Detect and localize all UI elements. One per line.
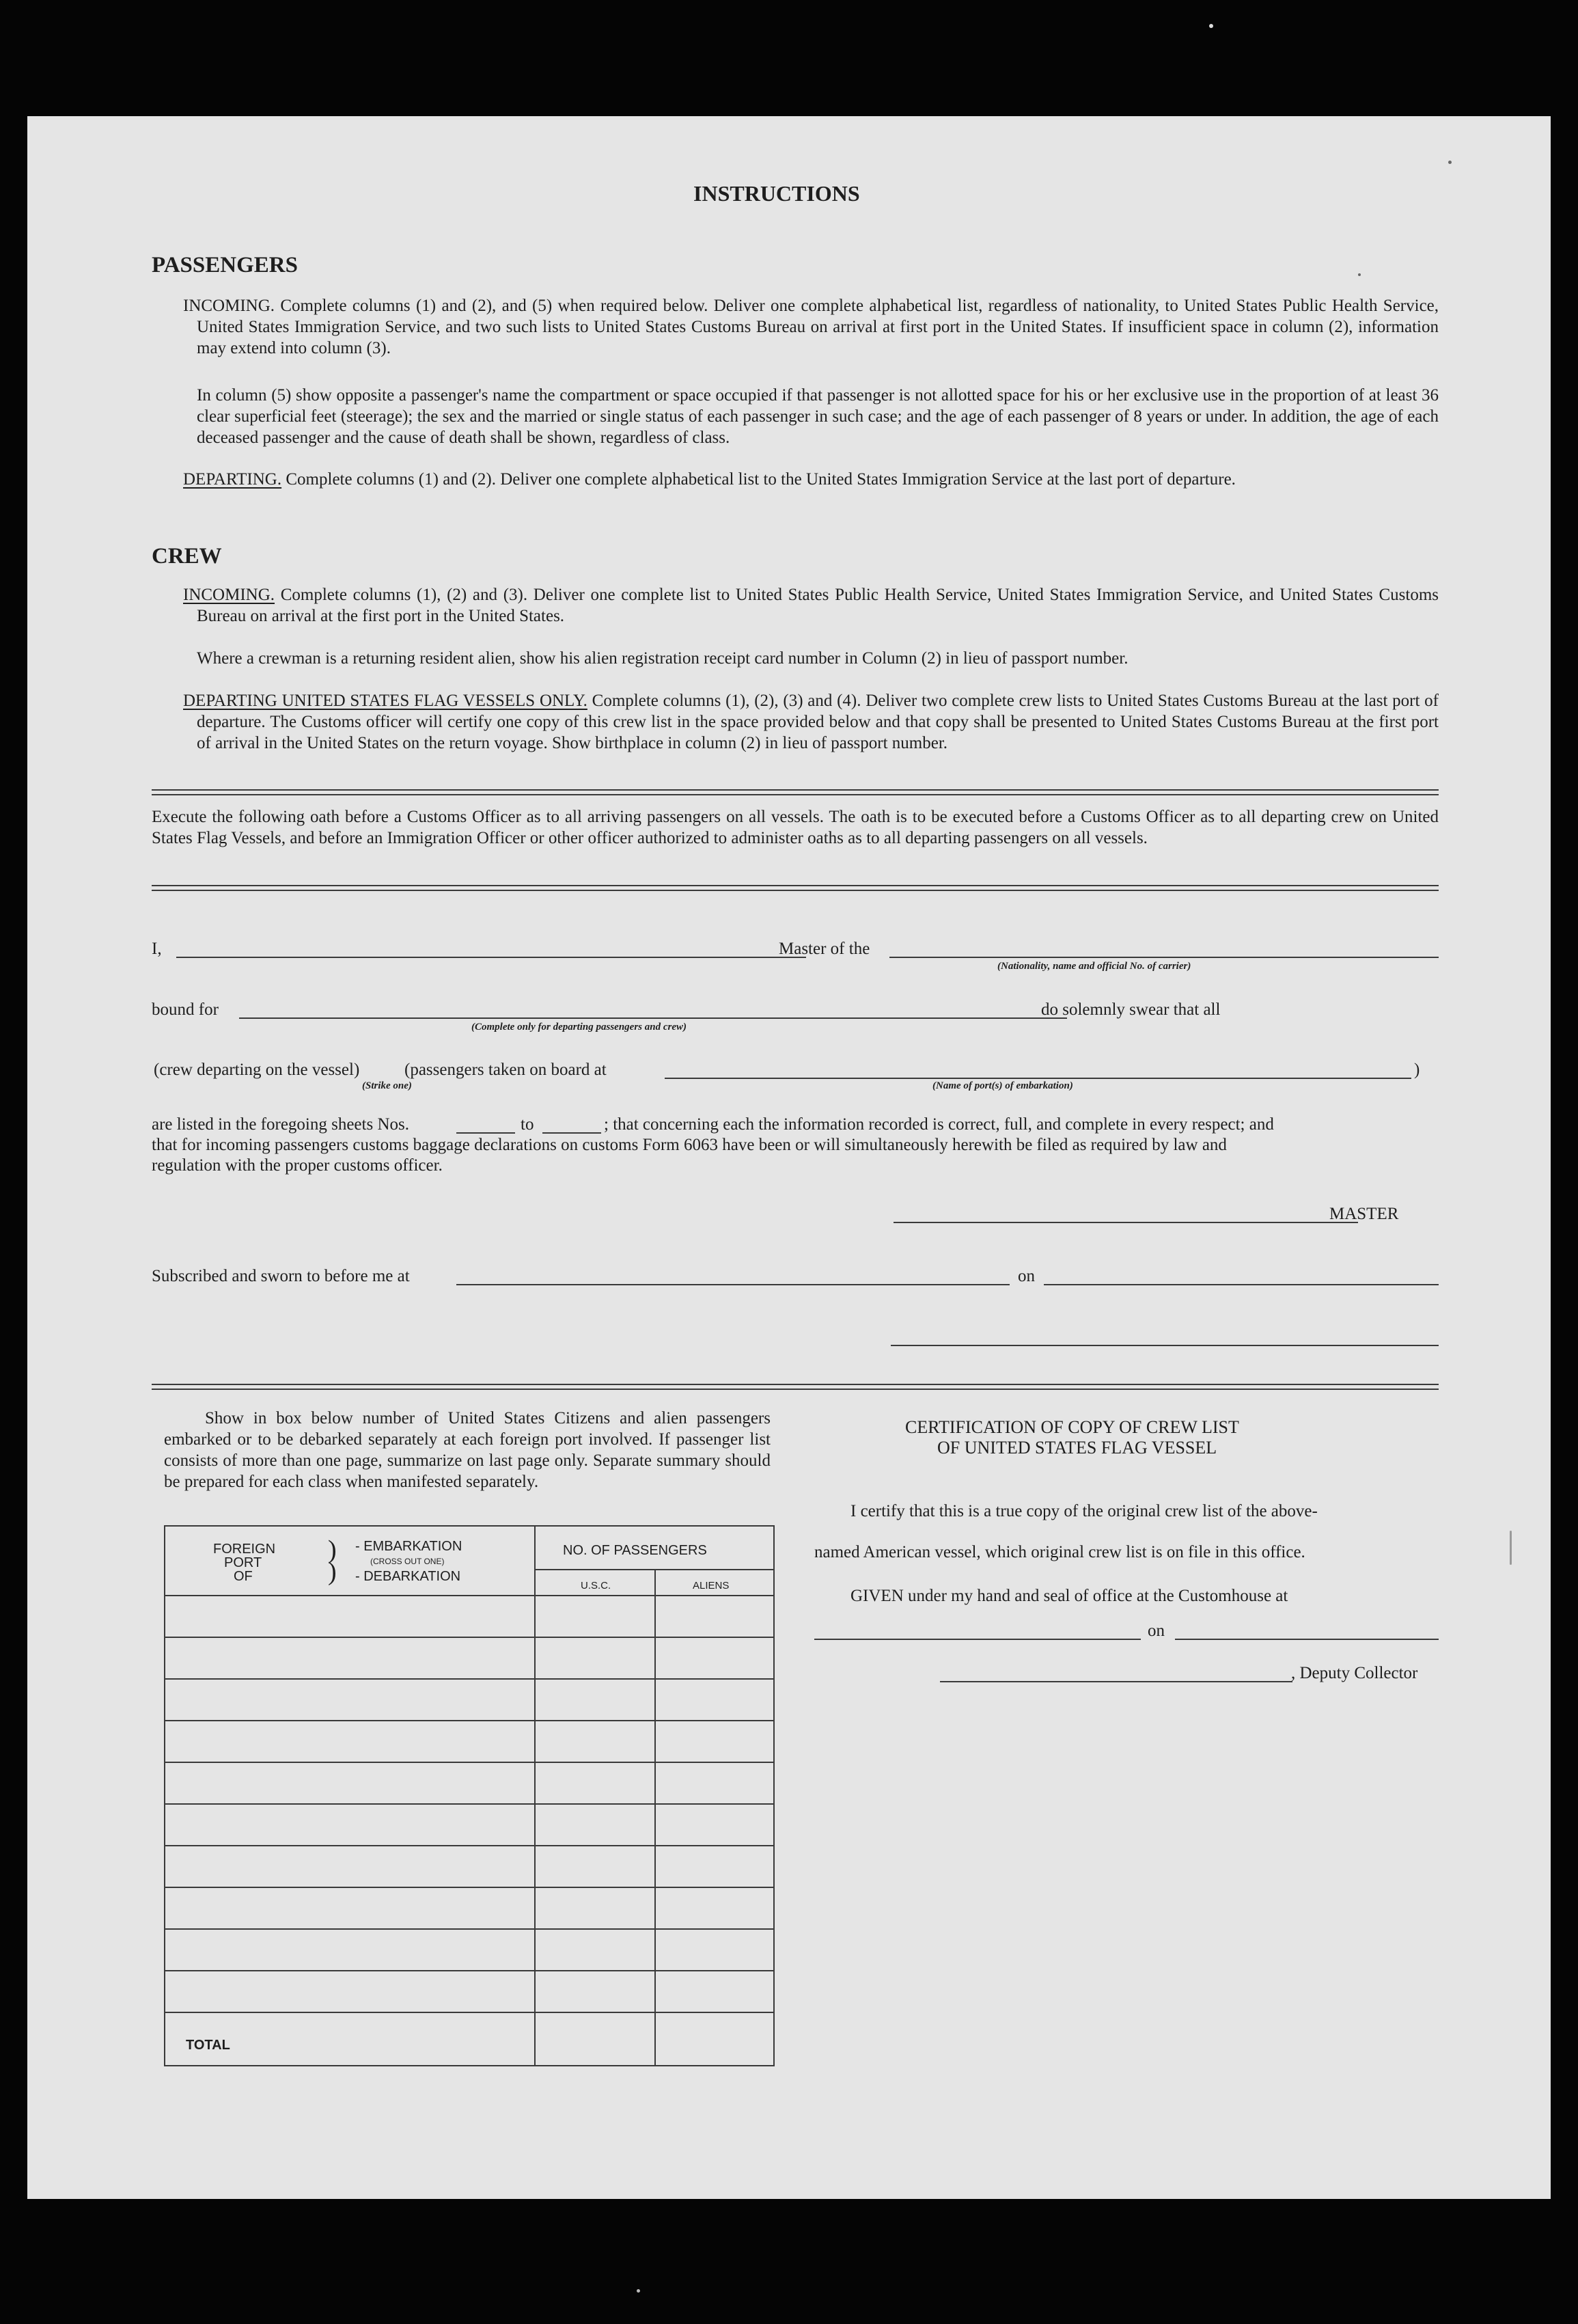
certification-date-field[interactable] <box>1175 1639 1439 1640</box>
customhouse-field[interactable] <box>814 1639 1141 1640</box>
table-divider <box>165 1595 773 1596</box>
table-row[interactable] <box>165 1803 773 1805</box>
listed-sheets-prefix: are listed in the foregoing sheets Nos. <box>152 1115 409 1134</box>
table-row[interactable] <box>165 1762 773 1763</box>
embarkation-ports-field[interactable] <box>665 1078 1411 1079</box>
passengers-departing-text: Complete columns (1) and (2). Deliver one complete alphabetical list to the United States Immigration Service at the last port of departure. <box>286 470 1236 489</box>
deputy-collector-label: , Deputy Collector <box>1291 1664 1418 1682</box>
master-label: MASTER <box>1329 1205 1399 1223</box>
subscribed-place-field[interactable] <box>456 1284 1010 1285</box>
table-divider <box>654 1569 656 2065</box>
subscribed-date-field[interactable] <box>1044 1284 1439 1285</box>
passengers-incoming-label: INCOMING. <box>183 297 275 315</box>
table-row[interactable] <box>165 1970 773 1971</box>
sheet-from-field[interactable] <box>456 1132 515 1134</box>
scan-speck <box>1209 24 1213 28</box>
passengers-incoming-paragraph <box>183 295 1439 359</box>
total-label: TOTAL <box>186 2038 230 2053</box>
master-signature-field[interactable] <box>894 1222 1358 1223</box>
crew-departing-paragraph <box>183 690 1439 754</box>
header-aliens: ALIENS <box>693 1580 730 1591</box>
header-cross-out: (CROSS OUT ONE) <box>370 1557 445 1566</box>
divider <box>152 789 1439 795</box>
certification-on-word: on <box>1148 1622 1165 1640</box>
summary-instructions: Show in box below number of United States Citizens and alien passengers embarked or to be debarked separately at each foreign port involved. If passenger list consists of more than one page, summarize on last page only. Separate summary should be prepared for each class when manifested separately. <box>164 1409 771 1491</box>
header-usc: U.S.C. <box>581 1580 611 1591</box>
divider <box>152 1384 1439 1390</box>
carrier-note: (Nationality, name and official No. of carrier) <box>997 961 1191 972</box>
ports-note: (Name of port(s) of embarkation) <box>932 1080 1073 1091</box>
departing-note: (Complete only for departing passengers and crew) <box>471 1022 687 1033</box>
passengers-departing-paragraph <box>183 469 1439 490</box>
paper-speck <box>1448 161 1452 164</box>
subscribed-label: Subscribed and sworn to before me at <box>152 1267 410 1285</box>
table-row[interactable] <box>165 1845 773 1846</box>
divider <box>152 885 1439 891</box>
paper-speck <box>1510 1531 1512 1565</box>
form-page <box>27 116 1551 2199</box>
oath-instructions: Execute the following oath before a Customs Officer as to all arriving passengers on all vessels. The oath is to be executed before a Customs Officer as to all departing crew on United States Flag Vessels, and before an Immigration Officer or other officer authorized to administer oaths as to all departing passengers on all vessels. <box>152 808 1439 847</box>
carrier-field[interactable] <box>889 957 1439 958</box>
crew-incoming-label: INCOMING. <box>183 586 275 604</box>
table-divider <box>534 1569 773 1570</box>
passengers-taken-option: (passengers taken on board at <box>404 1061 607 1079</box>
header-port: PORT <box>224 1555 262 1570</box>
certification-given-text: GIVEN under my hand and seal of office at the Customhouse at <box>850 1587 1288 1605</box>
brace: ) ) <box>328 1535 337 1586</box>
crew-incoming-paragraph <box>183 584 1439 627</box>
listed-sheets-rest: ; that concerning each the information recorded is correct, full, and complete in every respect; and <box>604 1115 1274 1134</box>
page-title: INSTRUCTIONS <box>693 181 860 206</box>
header-no-of-passengers: NO. OF PASSENGERS <box>563 1543 707 1558</box>
officer-signature-field[interactable] <box>891 1345 1439 1346</box>
crew-heading: CREW <box>152 544 222 569</box>
crew-resident-paragraph: Where a crewman is a returning resident alien, show his alien registration receipt card number in Column (2) in lieu of passport number. <box>197 649 1129 668</box>
deputy-collector-signature-field[interactable] <box>940 1681 1292 1682</box>
close-paren: ) <box>1414 1061 1420 1079</box>
header-debarkation: - DEBARKATION <box>355 1569 461 1584</box>
table-divider <box>534 1527 536 2065</box>
table-row[interactable] <box>165 1637 773 1638</box>
oath-i-label: I, <box>152 940 162 958</box>
bound-for-label: bound for <box>152 1000 219 1019</box>
crew-departing-option: (crew departing on the vessel) <box>154 1061 360 1079</box>
solemnly-swear-text: do solemnly swear that all <box>1041 1000 1221 1019</box>
table-row[interactable] <box>165 1678 773 1680</box>
listed-sheets-line3: regulation with the proper customs officer. <box>152 1156 443 1175</box>
crew-departing-text: Complete columns (1), (2), (3) and (4). Deliver two complete crew lists to United States Customs Bureau at the last port of departure. The Customs officer will certify one copy of this crew list in the space provided below and that copy shall be presented to United States Customs Bureau at the first port of arrival in the United States on the return voyage. Show birthplace in column (2) in lieu of passport number. <box>197 692 1439 752</box>
subscribed-on-word: on <box>1018 1267 1035 1285</box>
header-foreign: FOREIGN <box>213 1542 276 1557</box>
certification-text-line2: named American vessel, which original crew list is on file in this office. <box>814 1543 1305 1561</box>
scan-speck <box>637 2289 640 2293</box>
sheet-to-field[interactable] <box>542 1132 601 1134</box>
paper-speck <box>1358 273 1361 276</box>
bound-for-field[interactable] <box>239 1017 1067 1019</box>
master-of-the-label: Master of the <box>779 940 870 958</box>
passengers-heading: PASSENGERS <box>152 253 298 277</box>
crew-departing-label: DEPARTING UNITED STATES FLAG VESSELS ONLY. <box>183 692 587 710</box>
table-row[interactable] <box>165 1928 773 1930</box>
header-of: OF <box>234 1569 253 1584</box>
to-word: to <box>521 1115 534 1134</box>
table-row[interactable] <box>165 1720 773 1721</box>
passengers-incoming-text: Complete columns (1) and (2), and (5) when required below. Deliver one complete alphabetical list, regardless of nationality, to United States Public Health Service, United States Immigration Service, and two such lists to United States Customs Bureau on arrival at first port in the United States. If insufficient space in column (2), information may extend into column (3). <box>197 297 1439 357</box>
passenger-summary-table <box>164 1525 775 2066</box>
header-embarkation: - EMBARKATION <box>355 1539 462 1554</box>
passengers-departing-label: DEPARTING. <box>183 470 282 489</box>
strike-one-note: (Strike one) <box>362 1080 412 1091</box>
certification-title-line2: OF UNITED STATES FLAG VESSEL <box>937 1438 1217 1458</box>
passengers-column5-paragraph: In column (5) show opposite a passenger's name the compartment or space occupied if that passenger is not allotted space for his or her exclusive use in the proportion of at least 36 clear superficial feet (steerage); the sex and the married or single status of each passenger in such case; and the age of each passenger of 8 years or under. In addition, the age of each deceased passenger and the cause of death shall be shown, regardless of class. <box>197 386 1439 447</box>
crew-incoming-text: Complete columns (1), (2) and (3). Deliver one complete list to United States Public Health Service, United States Immigration Service, and United States Customs Bureau on arrival at the first port in the United States. <box>197 586 1439 625</box>
table-row[interactable] <box>165 1887 773 1888</box>
certification-title-line1: CERTIFICATION OF COPY OF CREW LIST <box>905 1417 1239 1437</box>
table-row[interactable] <box>165 2012 773 2013</box>
master-name-field[interactable] <box>176 957 806 958</box>
listed-sheets-line2: that for incoming passengers customs baggage declarations on customs Form 6063 have been or will simultaneously herewith be filed as required by law and <box>152 1136 1227 1154</box>
certification-text-line1: I certify that this is a true copy of the original crew list of the above- <box>850 1502 1318 1520</box>
